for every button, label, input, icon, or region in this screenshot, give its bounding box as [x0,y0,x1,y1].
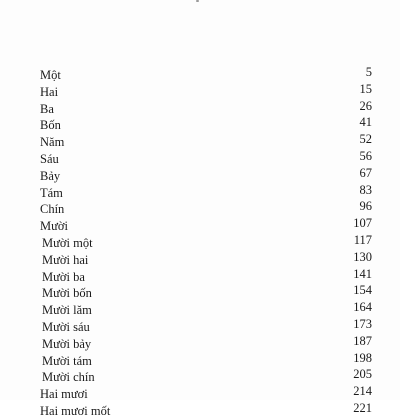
toc-entry [40,66,372,83]
toc-entry-page-number: 221 [353,400,372,415]
toc-entry-page-number: 214 [353,384,372,399]
toc-entry [40,116,372,133]
toc-entry [40,301,372,318]
toc-entry-page-number: 141 [353,266,372,281]
toc-entry-page-number: 154 [353,283,372,298]
toc-entry-title: Một [40,68,61,82]
toc-entry-title: Bảy [40,168,61,183]
toc-entry-page-number: 83 [359,182,372,197]
toc-entry [40,234,372,251]
toc-entry [40,217,372,234]
toc-entry-page-number: 56 [359,148,372,163]
toc-entry-page-number: 187 [353,333,372,348]
toc-entry-title: Năm [40,135,65,150]
toc-entry-page-number: 130 [353,249,372,264]
toc-entry-page-number: 26 [359,98,372,113]
toc-entry-title: Ba [40,101,54,116]
toc-entry-title: Mười ba [42,269,85,284]
toc-entry-title: Mười [40,219,68,234]
toc-entry-page-number: 107 [353,216,372,231]
toc-entry-title: Mười bốn [42,286,92,301]
toc-entry-page-number: 52 [359,132,372,147]
toc-entry [40,167,372,184]
toc-entry [40,352,372,369]
toc-entry [40,335,372,352]
toc-entry-title: Hai mươi [40,387,88,402]
toc-entry [40,184,372,201]
toc-entry-page-number: 117 [353,232,372,247]
toc-entry-title: Mười tám [42,353,92,368]
toc-entry-title: Sáu [40,151,59,166]
toc-entry [40,318,372,335]
toc-entry-title: Hai [40,84,59,99]
page-speck [196,0,199,2]
toc-entry-page-number: 15 [359,81,372,96]
table-of-contents [40,66,372,419]
toc-entry-title: Mười bảy [42,336,92,351]
toc-entry-page-number: 164 [353,300,372,315]
toc-entry [40,284,372,301]
toc-entry-title: Chín [40,202,65,217]
toc-entry-title: Mười lăm [42,303,92,318]
toc-entry-page-number: 205 [353,367,372,382]
toc-entry-title: Hai mươi mốt [40,403,111,418]
toc-entry-page-number: 96 [359,199,372,214]
toc-entry [40,368,372,385]
toc-entry-page-number: 41 [359,115,372,130]
toc-entry [40,200,372,217]
toc-entry [40,402,372,419]
toc-entry-title: Mười một [42,235,93,250]
toc-entry [40,100,372,117]
toc-entry-page-number: 5 [365,65,372,79]
toc-entry-page-number: 198 [353,350,372,365]
toc-entry-page-number: 173 [353,316,372,331]
toc-entry-title: Tám [40,185,63,200]
toc-entry [40,251,372,268]
toc-entry [40,268,372,285]
toc-entry [40,83,372,100]
toc-entry-title: Mười hai [42,252,89,267]
toc-entry-title: Bốn [40,118,61,133]
toc-entry [40,133,372,150]
toc-entry [40,150,372,167]
toc-entry-title: Mười chín [42,370,95,385]
toc-entry-title: Mười sáu [42,319,90,334]
toc-entry-page-number: 67 [359,165,372,180]
toc-entry [40,385,372,402]
